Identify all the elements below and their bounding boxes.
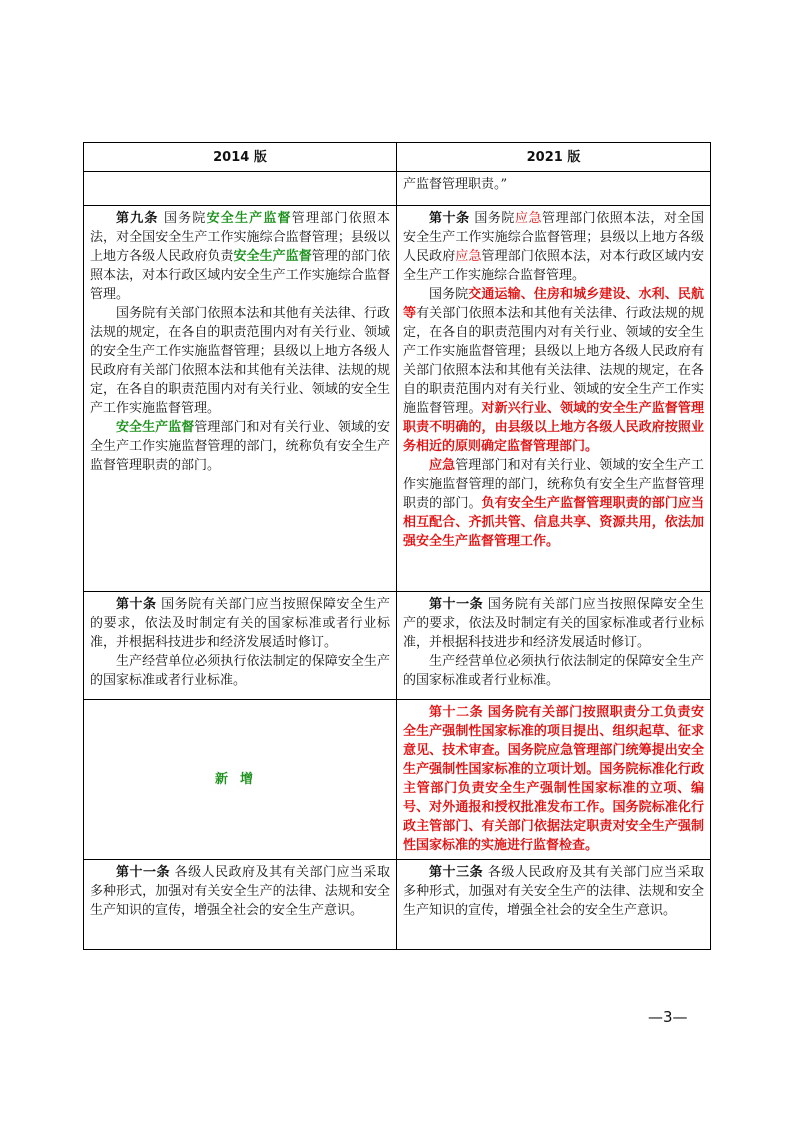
paragraph	[403, 703, 704, 855]
article-number: 第十三条	[429, 865, 484, 880]
text: 国务院有关部门应当按照保障安全生产的要求，依法及时制定有关的国家标准或者行业标准，并根据科技进步和经济发展适时修订。	[403, 597, 704, 650]
text: 管理部门和对有关行业、领域的安全生产工作实施监督管理的部门，统称负有安全生产监督管理职责的部门。	[90, 420, 390, 473]
paragraph	[90, 209, 390, 304]
highlight-red: 交通运输、住房和城乡建设、水利、民航等	[403, 287, 704, 321]
paragraph	[403, 456, 704, 551]
article-number: 第十一条	[429, 597, 484, 612]
text: 管理部门和对有关行业、领域的安全生产工作实施监督管理的部门，统称负有安全生产监督管理职责的部门。	[403, 458, 704, 511]
table-row	[84, 860, 711, 950]
text: 国务院	[474, 211, 515, 226]
table-row	[84, 206, 711, 592]
cell-2014-art11	[84, 860, 397, 950]
cell-2014-art10	[84, 592, 397, 700]
paragraph	[90, 863, 390, 920]
article-number: 第九条	[116, 211, 159, 226]
highlight-red: 应急	[429, 458, 456, 473]
continued-text: 产监督管理职责。”	[403, 177, 508, 192]
comparison-table	[83, 142, 711, 950]
header-row	[84, 143, 711, 172]
text: 国务院	[163, 211, 207, 226]
highlight-red: 负有安全生产监督管理职责的部门应当相互配合、齐抓共管、信息共享、资源共用，依法加强安全生产监督管理工作。	[403, 496, 704, 549]
cell-2021-art13	[397, 860, 711, 950]
cell-2021-art11	[397, 592, 711, 700]
header-2021: 2021 版	[397, 143, 711, 172]
new-label: 新增	[214, 771, 265, 787]
highlight-green: 安全生产监督	[116, 420, 195, 435]
paragraph	[90, 595, 390, 652]
paragraph	[403, 209, 704, 285]
table-row	[84, 172, 711, 206]
text: 国务院	[429, 287, 469, 302]
text: 有关部门依照本法和其他有关法律、行政法规的规定，在各自的职责范围内对有关行业、领域的安全生产工作实施监督管理；县级以上地方各级人民政府有关部门依照本法和其他有关法律、法规的规定，在各自的职责范围内对有关行业、领域的安全生产工作实施监督管理。	[403, 306, 704, 416]
text: 管理的部门依照本法，对本行政区域内安全生产工作实施综合监督管理。	[90, 249, 390, 302]
article-number: 第十一条	[116, 865, 170, 880]
table-row	[84, 700, 711, 860]
paragraph: 国务院有关部门依照本法和其他有关法律、行政法规的规定，在各自的职责范围内对有关行业、领域的安全生产工作实施监督管理；县级以上地方各级人民政府有关部门依照本法和其他有关法律、法规的规定，在各自的职责范围内对有关行业、领域的安全生产工作实施监督管理。	[90, 306, 390, 416]
highlight-red: 国务院有关部门按照职责分工负责安全生产强制性国家标准的项目提出、组织起草、征求意见、技术审查。国务院应急管理部门统筹提出安全生产强制性国家标准的立项计划。国务院标准化行政主管部门负责安全生产强制性国家标准的立项、编号、对外通报和授权批准发布工作。国务院标准化行政主管部门、有关部门依据法定职责对安全生产强制性国家标准的实施进行监督检查。	[403, 705, 704, 853]
highlight-green: 安全生产监督	[206, 211, 292, 226]
article-number: 第十二条	[429, 705, 484, 720]
paragraph: 生产经营单位必须执行依法制定的保障安全生产的国家标准或者行业标准。	[90, 654, 390, 688]
text: 管理部门依照本法，对全国安全生产工作实施综合监督管理；县级以上地方各级人民政府	[403, 211, 704, 264]
paragraph: 生产经营单位必须执行依法制定的保障安全生产的国家标准或者行业标准。	[403, 654, 704, 688]
cell-empty	[84, 172, 397, 206]
paragraph	[403, 285, 704, 456]
article-number: 第十条	[429, 211, 470, 226]
table-row	[84, 592, 711, 700]
cell-2021-art12	[397, 700, 711, 860]
cell-2014-art9	[84, 206, 397, 592]
paragraph	[403, 595, 704, 652]
highlight-red: 应急	[455, 249, 482, 264]
header-2014: 2014 版	[84, 143, 397, 172]
cell-2014-new	[84, 700, 397, 860]
highlight-red: 对新兴行业、领域的安全生产监督管理职责不明确的，由县级以上地方各级人民政府按照业务相近的原则确定监督管理部门。	[403, 401, 704, 454]
paragraph	[403, 863, 704, 920]
cell-2021-continued	[397, 172, 711, 206]
cell-2021-art10	[397, 206, 711, 592]
highlight-red: 应急	[514, 211, 543, 226]
highlight-green: 安全生产监督	[233, 249, 312, 264]
text: 管理部门依照本法，对全国安全生产工作实施综合监督管理；县级以上地方各级人民政府负责	[90, 211, 390, 264]
article-number: 第十条	[116, 597, 157, 612]
text: 国务院有关部门应当按照保障安全生产的要求，依法及时制定有关的国家标准或者行业标准，并根据科技进步和经济发展适时修订。	[90, 597, 390, 650]
text: 各级人民政府及其有关部门应当采取多种形式，加强对有关安全生产的法律、法规和安全生产知识的宣传，增强全社会的安全生产意识。	[403, 865, 704, 918]
text: 管理部门依照本法，对本行政区域内安全生产工作实施综合监督管理。	[403, 249, 704, 283]
page-number: —3—	[648, 1008, 688, 1026]
text: 各级人民政府及其有关部门应当采取多种形式，加强对有关安全生产的法律、法规和安全生产知识的宣传，增强全社会的安全生产意识。	[90, 865, 390, 918]
paragraph	[90, 418, 390, 475]
